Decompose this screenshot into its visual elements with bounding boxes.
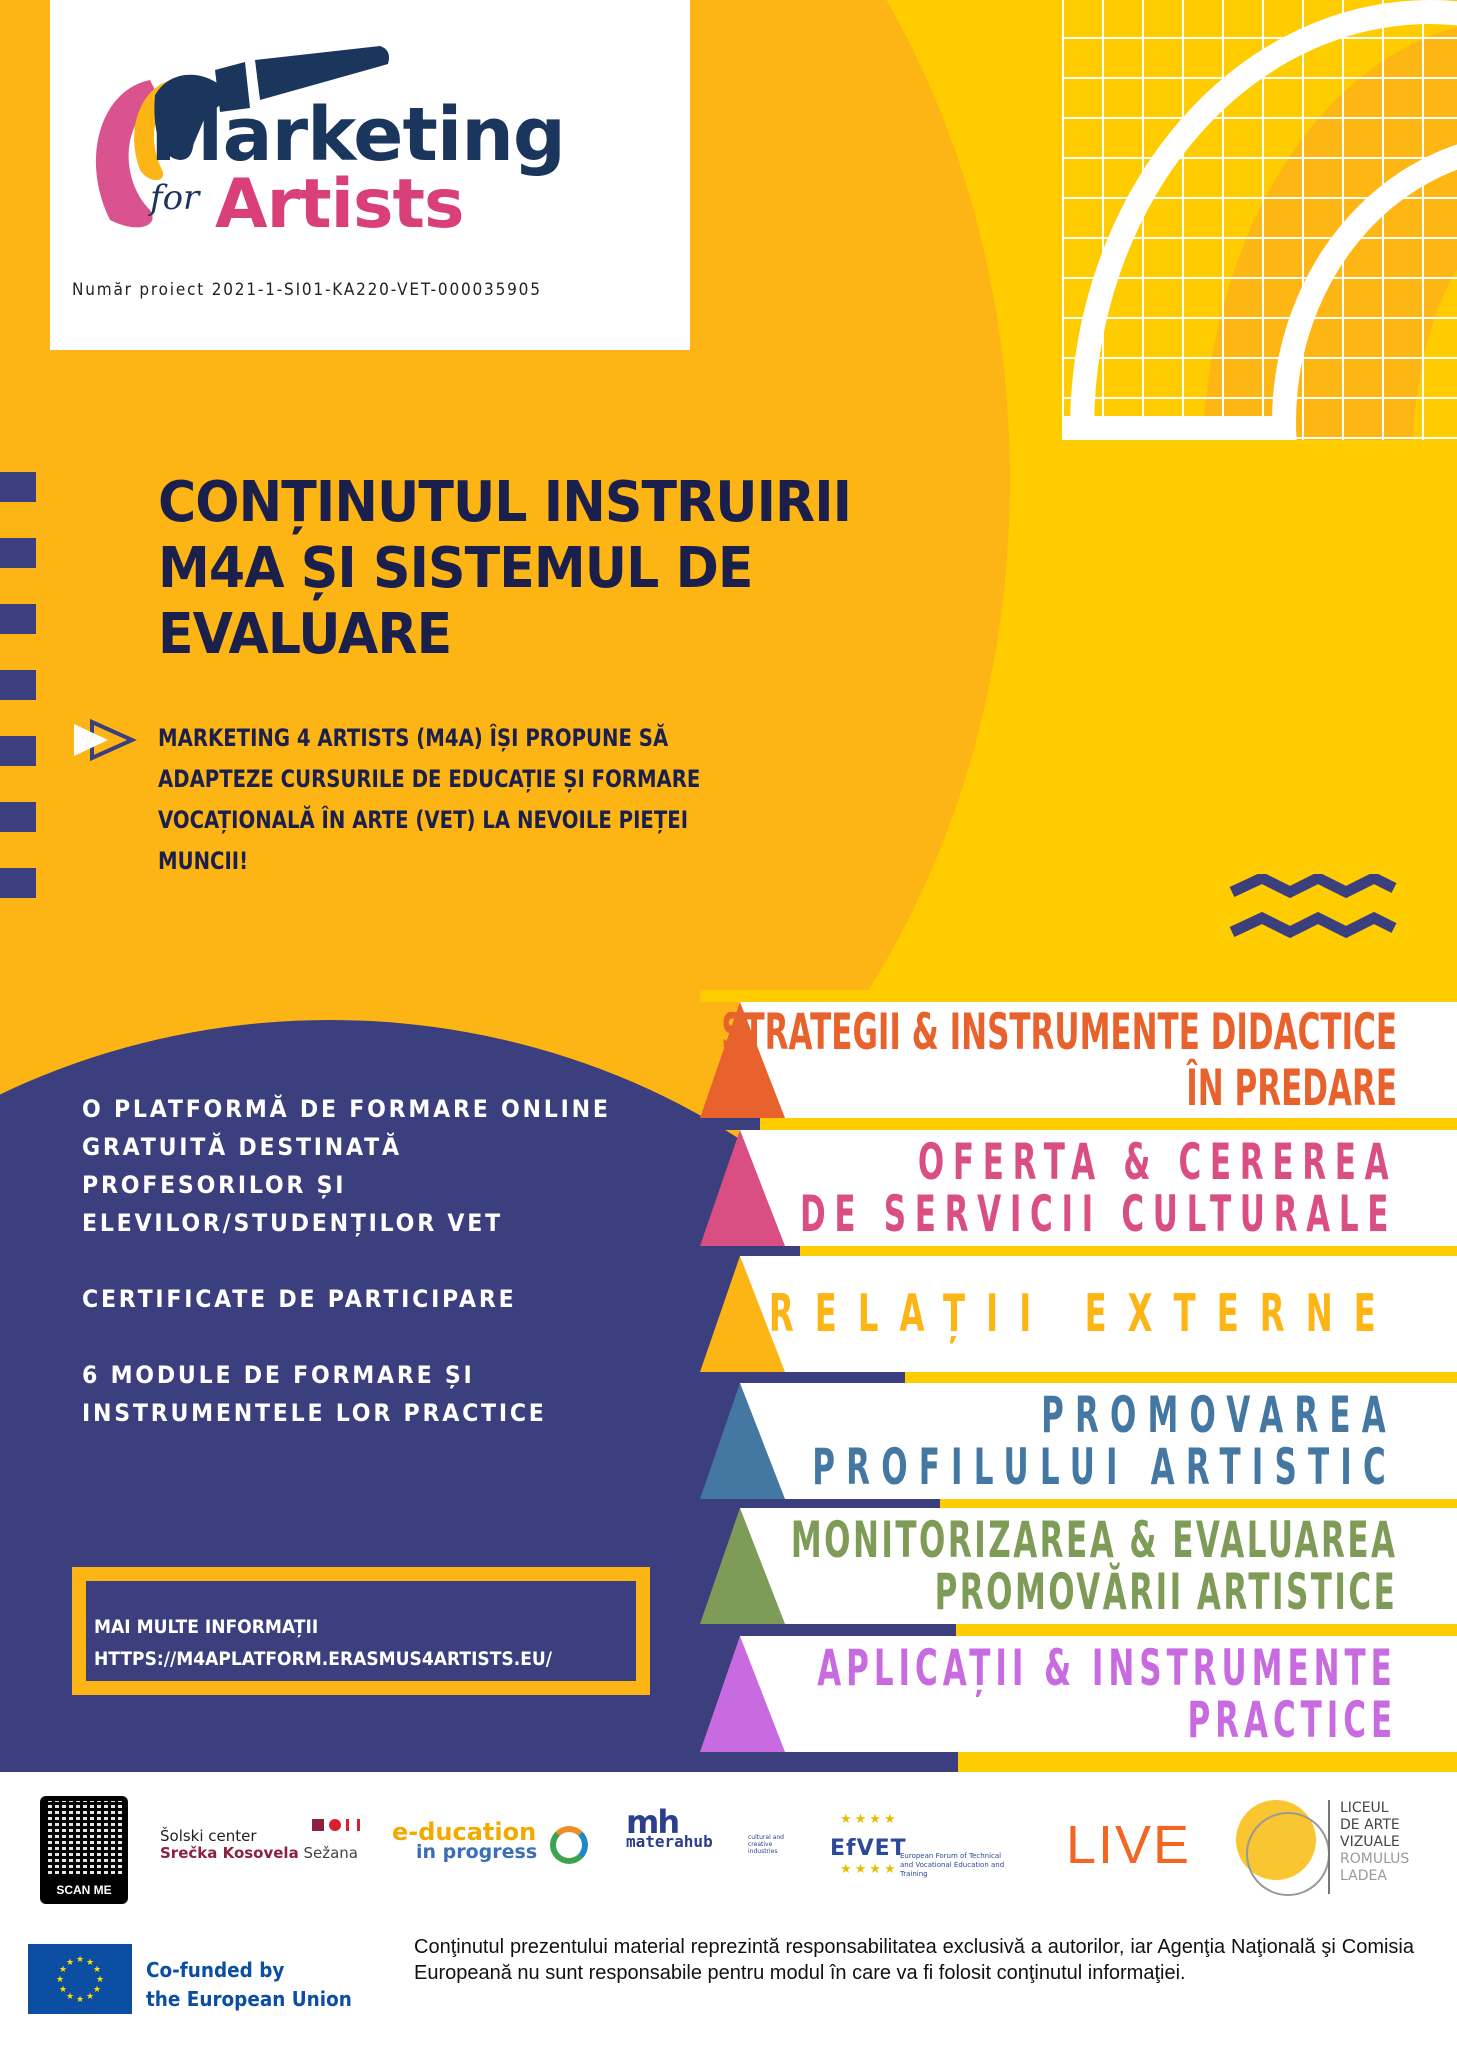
svg-text:★: ★ <box>75 1954 85 1964</box>
svg-text:★: ★ <box>65 1991 75 2001</box>
grid-decoration <box>1062 0 1457 440</box>
eu-flag-icon <box>28 1944 132 2014</box>
zigzag-icon <box>1228 874 1398 954</box>
disclaimer-text: Conţinutul prezentului material reprezintă responsabilitatea exclusivă a autorilor, iar Agenţia Naţională şi Comisia Europeană nu sunt responsabile pentru modul în care va fi folosit conţinutul informaţiei. <box>414 1936 1414 1984</box>
module-band-1[interactable] <box>700 1002 1457 1118</box>
side-bars-decoration <box>0 472 36 934</box>
svg-text:★: ★ <box>85 1991 95 2001</box>
side-bar <box>0 802 36 832</box>
eu-funding-row <box>0 1912 1457 2048</box>
partner-efvet: ★★★★ EfVET ★★★★ European Forum of Technical and Vocational Education and Training <box>830 1812 1005 1878</box>
intro-line: MUNCII! <box>158 847 249 875</box>
logo-artists-text: Artists <box>215 165 464 244</box>
partner-liceul: LICEUL DE ARTE VIZUALE ROMULUS LADEA <box>1340 1800 1410 1884</box>
side-bar <box>0 670 36 700</box>
partner-live: LIVE <box>1066 1815 1192 1875</box>
module-band-5[interactable] <box>700 1508 1457 1624</box>
feature-line: GRATUITĂ DESTINATĂ <box>82 1133 402 1161</box>
svg-text:★: ★ <box>58 1984 68 1994</box>
feature-line: O PLATFORMĂ DE FORMARE ONLINE <box>82 1095 611 1123</box>
svg-text:★: ★ <box>75 1994 85 2004</box>
side-bar <box>0 472 36 502</box>
partner-solski-center: Šolski center Srečka Kosovela Sežana <box>160 1827 358 1862</box>
svg-text:★: ★ <box>65 1957 75 1967</box>
feature-line: ELEVILOR/STUDENȚILOR VET <box>82 1209 503 1237</box>
module-band-2[interactable] <box>700 1130 1457 1246</box>
qr-label: SCAN ME <box>56 1883 112 1897</box>
partner-education-in-progress: e-ducation in progress <box>392 1818 538 1863</box>
svg-text:★: ★ <box>95 1974 105 1984</box>
education-swirl-icon <box>550 1826 588 1864</box>
svg-text:★: ★ <box>58 1964 68 1974</box>
intro-line: ADAPTEZE CURSURILE DE EDUCAȚIE ȘI FORMARE <box>158 765 701 793</box>
qr-code-icon <box>45 1801 123 1877</box>
module-title: MONITORIZAREA & EVALUAREA PROMOVĂRII ARTISTICE <box>790 1511 1397 1621</box>
logo-marketing-text: Marketing <box>150 92 565 178</box>
liceul-ring-icon <box>1246 1812 1330 1896</box>
module-title: STRATEGII & INSTRUMENTE DIDACTICE ÎN PREDARE <box>721 1003 1397 1117</box>
feature-line: 6 MODULE DE FORMARE ȘI <box>82 1361 475 1389</box>
page-title <box>158 470 921 668</box>
solski-mark-icon <box>312 1816 362 1830</box>
module-band-6[interactable] <box>700 1636 1457 1752</box>
module-title: APLICAȚII & INSTRUMENTE PRACTICE <box>817 1639 1397 1749</box>
title-line: M4A ȘI SISTEMUL DE <box>158 536 753 601</box>
qr-code[interactable] <box>40 1796 128 1904</box>
feature-line: PROFESORILOR ȘI <box>82 1171 347 1199</box>
arc-base-line <box>1062 416 1274 440</box>
eu-cofunded-label: Co-funded by the European Union <box>146 1958 352 2011</box>
project-number: Număr proiect 2021-1-SI01-KA220-VET-000035905 <box>72 280 542 300</box>
module-title: PROMOVAREA PROFILULUI ARTISTIC <box>812 1386 1397 1496</box>
side-bar <box>0 868 36 898</box>
module-band-3[interactable] <box>700 1256 1457 1372</box>
band-divider <box>700 1118 1457 1130</box>
feature-line: CERTIFICATE DE PARTICIPARE <box>82 1285 517 1313</box>
intro-line: MARKETING 4 ARTISTS (M4A) ÎȘI PROPUNE SĂ <box>158 724 669 752</box>
module-band-4[interactable] <box>700 1383 1457 1499</box>
svg-text:★: ★ <box>92 1964 102 1974</box>
module-title: OFERTA & CEREREA DE SERVICII CULTURALE <box>799 1133 1397 1243</box>
module-title: RELAȚII EXTERNE <box>769 1284 1397 1344</box>
title-line: CONȚINUTUL INSTRUIRII <box>158 470 852 535</box>
svg-text:★: ★ <box>55 1974 65 1984</box>
logo-for-text: for <box>150 178 200 218</box>
side-bar <box>0 604 36 634</box>
intro-text <box>158 718 699 882</box>
partner-logos-row <box>0 1772 1457 1912</box>
side-bar <box>0 538 36 568</box>
liceul-divider <box>1328 1800 1330 1894</box>
title-line: EVALUARE <box>158 602 452 667</box>
materahub-subtitle: cultural and creative industries <box>748 1834 784 1855</box>
partner-materahub: mh materahub <box>626 1803 713 1851</box>
feature-line: INSTRUMENTELE LOR PRACTICE <box>82 1399 547 1427</box>
svg-text:★: ★ <box>92 1984 102 1994</box>
svg-text:★: ★ <box>85 1957 95 1967</box>
logo-card <box>50 0 690 350</box>
side-bar <box>0 736 36 766</box>
platform-link[interactable]: HTTPS://M4APLATFORM.ERASMUS4ARTISTS.EU/ <box>94 1648 553 1670</box>
intro-line: VOCAȚIONALĂ ÎN ARTE (VET) LA NEVOILE PIEȚEI <box>158 806 689 834</box>
more-info-label: MAI MULTE INFORMAȚII <box>94 1616 319 1638</box>
double-arrow-icon <box>72 716 138 764</box>
